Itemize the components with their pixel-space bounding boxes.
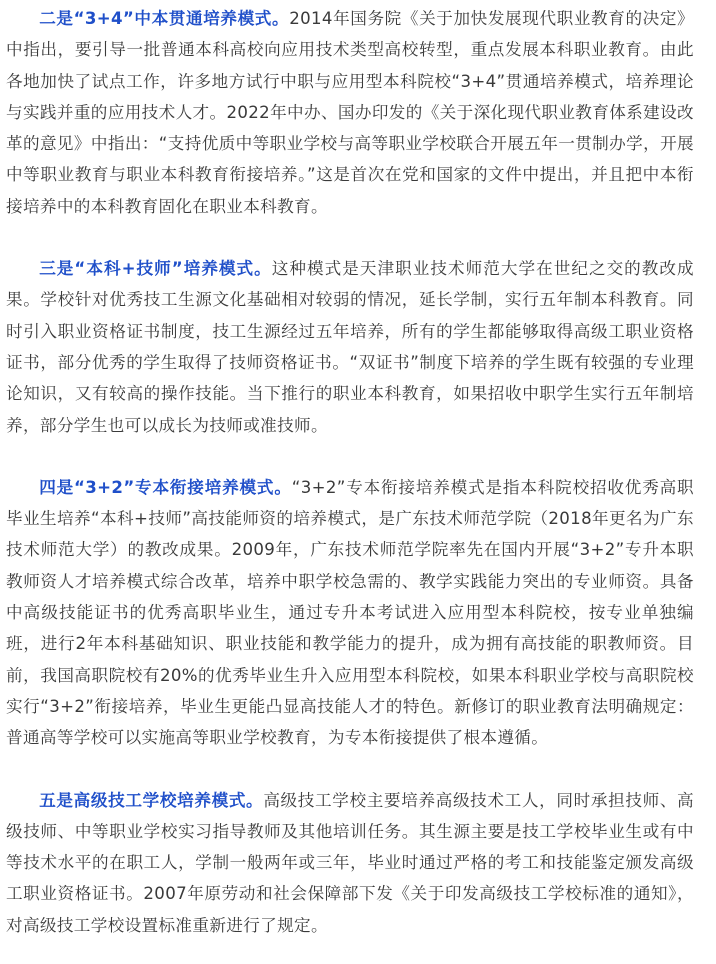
paragraph-bachelor-technician-model	[6, 253, 694, 441]
paragraph-lead: 五是高级技工学校培养模式。	[39, 790, 264, 810]
paragraph-lead: 三是“本科+技师”培养模式。	[39, 259, 272, 279]
paragraph-3-plus-2-model	[6, 472, 694, 754]
paragraph-senior-technical-school-model	[6, 785, 694, 941]
paragraph-lead: 四是“3+2”专本衔接培养模式。	[39, 477, 292, 497]
paragraph-text: 2014年国务院《关于加快发展现代职业教育的决定》中指出，要引导一批普通本科高校向应用技术类型高校转型，重点发展本科职业教育。由此各地加快了试点工作，许多地方试行中职与应用型本科院校“3+4”贯通培养模式，培养理论与实践并重的应用技术人才。2022年中办、国办印发的《关于深化现代职业教育体系建设改革的意见》中指出：“支持优质中等职业学校与高等职业学校联合开展五年一贯制办学，开展中等职业教育与职业本科教育衔接培养。”这是首次在党和国家的文件中提出，并且把中本衔接培养中的本科教育固化在职业本科教育。	[6, 9, 694, 216]
paragraph-text: 高级技工学校主要培养高级技术工人，同时承担技师、高级技师、中等职业学校实习指导教师及其他培训任务。其生源主要是技工学校毕业生或有中等技术水平的在职工人，学制一般两年或三年，毕业时通过严格的考工和技能鉴定颁发高级工职业资格证书。2007年原劳动和社会保障部下发《关于印发高级技工学校标准的通知》，对高级技工学校设置标准重新进行了规定。	[6, 790, 694, 935]
paragraph-text: “3+2”专本衔接培养模式是指本科院校招收优秀高职毕业生培养“本科+技师”高技能师资的培养模式，是广东技术师范学院（2018年更名为广东技术师范大学）的教改成果。2009年，广东技术师范学院率先在国内开展“3+2”专升本职教师资人才培养模式综合改革，培养中职学校急需的、教学实践能力突出的专业师资。具备中高级技能证书的优秀高职毕业生，通过专升本考试进入应用型本科院校，按专业单独编班，进行2年本科基础知识、职业技能和教学能力的提升，成为拥有高技能的职教师资。目前，我国高职院校有20%的优秀毕业生升入应用型本科院校，如果本科职业学校与高职院校实行“3+2”衔接培养，毕业生更能凸显高技能人才的特色。新修订的职业教育法明确规定：普通高等学校可以实施高等职业学校教育，为专本衔接提供了根本遵循。	[6, 477, 694, 748]
paragraph-text: 这种模式是天津职业技术师范大学在世纪之交的教改成果。学校针对优秀技工生源文化基础相对较弱的情况，延长学制，实行五年制本科教育。同时引入职业资格证书制度，技工生源经过五年培养，所有的学生都能够取得高级工职业资格证书，部分优秀的学生取得了技师资格证书。“双证书”制度下培养的学生既有较强的专业理论知识，又有较高的操作技能。当下推行的职业本科教育，如果招收中职学生实行五年制培养，部分学生也可以成长为技师或准技师。	[6, 259, 694, 435]
paragraph-lead: 二是“3+4”中本贯通培养模式。	[39, 9, 290, 28]
paragraph-3-plus-4-model	[6, 3, 694, 222]
